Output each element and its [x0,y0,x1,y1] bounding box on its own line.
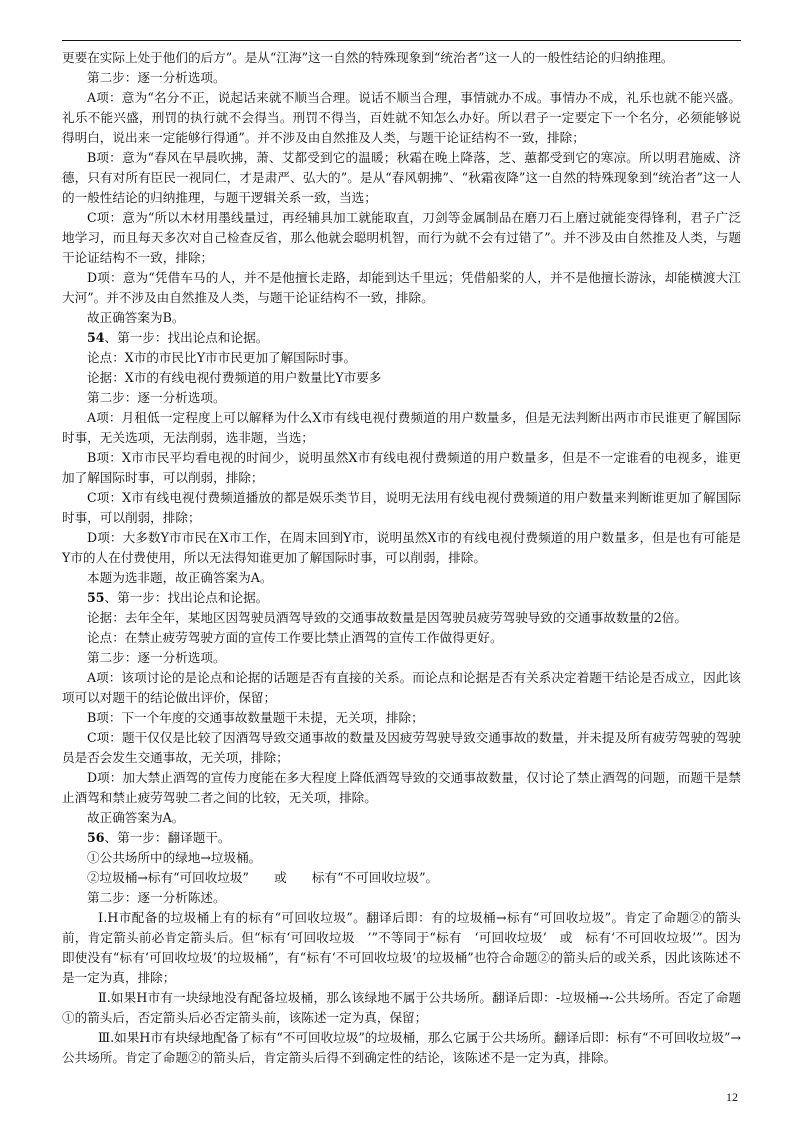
paragraph-text: 论点：在禁止疲劳驾驶方面的宣传工作要比禁止酒驾的宣传工作做得更好。 [87,630,503,645]
paragraph-text: B项：意为“春风在早晨吹拂，萧、艾都受到它的温暖；秋霜在晚上降落，芝、蕙都受到它的寒凉。所以明君施威、济德，只有对所有臣民一视同仁，才是肃严、弘大的”。是从“春风朝拂”、“秋霜夜降”这一自然的特殊现象到“统治者”这一人的一般性结论的归纳推理，与题干逻辑关系一致，当选； [62,150,741,205]
paragraph [62,568,741,588]
paragraph [62,148,741,208]
paragraph-text: 本题为选非题，故正确答案为A。 [87,570,273,585]
question-heading-54 [62,328,741,348]
paragraph [62,808,741,828]
paragraph-text: 论点：X市的市民比Y市市民更加了解国际时事。 [87,350,357,365]
paragraph-text: A项：该项讨论的是论点和论据的话题是否有直接的关系。而论点和论据是否有关系决定着题干结论是否成立，因此该项可以对题干的结论做出评价，保留； [62,670,741,705]
header-rule [62,40,741,41]
paragraph-text: 第二步：逐一分析选项。 [87,70,226,85]
page-number: 12 [726,1090,738,1104]
paragraph-text: B项：下一个年度的交通事故数量题干未提，无关项，排除； [87,710,424,725]
paragraph-text: D项：大多数Y市市民在X市工作，在周末回到Y市，说明虽然X市的有线电视付费频道的用户数量多，但是也有可能是Y市的人在付费使用，所以无法得知谁更加了解国际时事，可以削弱，排除。 [62,530,741,565]
paragraph-text: Ⅱ.如果H市有一块绿地没有配备垃圾桶，那么该绿地不属于公共场所。翻译后即：-垃圾桶→-公共场所。否定了命题①的箭头后，否定箭头后必否定箭头前，该陈述一定为真，保留； [62,990,741,1025]
paragraph [62,628,741,648]
question-heading-55 [62,588,741,608]
paragraph-text: 第二步：逐一分析选项。 [87,390,226,405]
paragraph-text: Ⅰ.H市配备的垃圾桶上有的标有“可回收垃圾”。翻译后即：有的垃圾桶→标有“可回收垃圾”。肯定了命题②的箭头前，肯定箭头前必肯定箭头后。但“标有‘可回收垃圾 ’”不等同于“标有 ‘可回收垃圾’ 或 标有‘不可回收垃圾’”。因为即使没有“标有‘可回收垃圾’的垃圾桶”，有“标有‘不可回收垃圾’的垃圾桶”也符合命题②的箭头后的或关系，因此该陈述不是一定为真，排除； [62,910,741,985]
paragraph [62,668,741,708]
paragraph-text: C项：题干仅仅是比较了因酒驾导致交通事故的数量及因疲劳驾驶导致交通事故的数量，并未提及所有疲劳驾驶的驾驶员是否会发生交通事故，无关项，排除； [62,730,741,765]
paragraph-text: 故正确答案为B。 [87,310,185,325]
paragraph [62,768,741,808]
paragraph-text: 论据：去年全年，某地区因驾驶员酒驾导致的交通事故数量是因驾驶员疲劳驾驶导致的交通事故数量的2倍。 [87,610,687,625]
paragraph [62,48,741,68]
paragraph [62,1028,741,1068]
paragraph [62,908,741,988]
paragraph [62,308,741,328]
paragraph [62,368,741,388]
paragraph [62,868,741,888]
paragraph-text: A项：意为“名分不正，说起话来就不顺当合理。说话不顺当合理，事情就办不成。事情办不成，礼乐也就不能兴盛。礼乐不能兴盛，刑罚的执行就不会得当。刑罚不得当，百姓就不知怎么办好。所以君子一定要定下一个名分，必须能够说得明白，说出来一定能够行得通”。并不涉及由自然推及人类，与题干论证结构不一致，排除； [62,90,741,145]
paragraph [62,348,741,368]
paragraph-text: ①公共场所中的绿地→垃圾桶。 [87,850,262,865]
paragraph [62,408,741,448]
paragraph-text: 第二步：逐一分析陈述。 [87,890,226,905]
paragraph [62,848,741,868]
paragraph-text: ②垃圾桶→标有“可回收垃圾” 或 标有“不可回收垃圾”。 [87,870,439,885]
paragraph-text: 、第一步：找出论点和论据。 [104,590,269,605]
paragraph [62,268,741,308]
paragraph [62,448,741,488]
question-number: 56 [87,830,105,845]
paragraph [62,388,741,408]
question-number: 54 [87,330,105,345]
paragraph [62,208,741,268]
paragraph-text: 故正确答案为A。 [87,810,185,825]
paragraph-text: C项：意为“所以木材用墨线量过，再经辅具加工就能取直，刀剑等金属制品在磨刀石上磨过就能变得锋利，君子广泛地学习，而且每天多次对自己检查反省，那么他就会聪明机智，而行为就不会有过错了”。并不涉及由自然推及人类，与题干论证结构不一致，排除； [62,210,741,265]
paragraph [62,528,741,568]
paragraph [62,68,741,88]
question-number: 55 [87,590,105,605]
paragraph [62,88,741,148]
paragraph-text: 、第一步：找出论点和论据。 [104,330,269,345]
paragraph [62,648,741,668]
paragraph-text: 论据：X市的有线电视付费频道的用户数量比Y市要多 [87,370,382,385]
paragraph [62,488,741,528]
paragraph-text: 第二步：逐一分析选项。 [87,650,226,665]
answer-explanation-body [62,48,741,1068]
paragraph-text: Ⅲ.如果H市有块绿地配备了标有“不可回收垃圾”的垃圾桶，那么它属于公共场所。翻译后即：标有“不可回收垃圾”→公共场所。肯定了命题②的箭头后，肯定箭头后得不到确定性的结论，该陈述不是一定为真，排除。 [62,1030,741,1065]
paragraph-text: D项：加大禁止酒驾的宣传力度能在多大程度上降低酒驾导致的交通事故数量，仅讨论了禁止酒驾的问题，而题干是禁止酒驾和禁止疲劳驾驶二者之间的比较，无关项，排除。 [62,770,741,805]
paragraph-text: D项：意为“凭借车马的人，并不是他擅长走路，却能到达千里远；凭借船桨的人，并不是他擅长游泳，却能横渡大江大河”。并不涉及由自然推及人类，与题干论证结构不一致，排除。 [62,270,741,305]
paragraph-text: C项：X市有线电视付费频道播放的都是娱乐类节目，说明无法用有线电视付费频道的用户数量来判断谁更加了解国际时事，可以削弱，排除； [62,490,741,525]
paragraph [62,888,741,908]
question-heading-56 [62,828,741,848]
paragraph [62,608,741,628]
paragraph-text: A项：月租低一定程度上可以解释为什么X市有线电视付费频道的用户数量多，但是无法判断出两市市民谁更了解国际时事，无关选项，无法削弱，选非题，当选； [62,410,741,445]
paragraph [62,728,741,768]
paragraph [62,708,741,728]
paragraph-text: 更要在实际上处于他们的后方”。是从“江海”这一自然的特殊现象到“统治者”这一人的一般性结论的归纳推理。 [62,50,674,65]
paragraph [62,988,741,1028]
paragraph-text: 、第一步：翻译题干。 [104,830,231,845]
paragraph-text: B项：X市市民平均看电视的时间少，说明虽然X市有线电视付费频道的用户数量多，但是不一定谁看的电视多，谁更加了解国际时事，可以削弱，排除； [62,450,741,485]
